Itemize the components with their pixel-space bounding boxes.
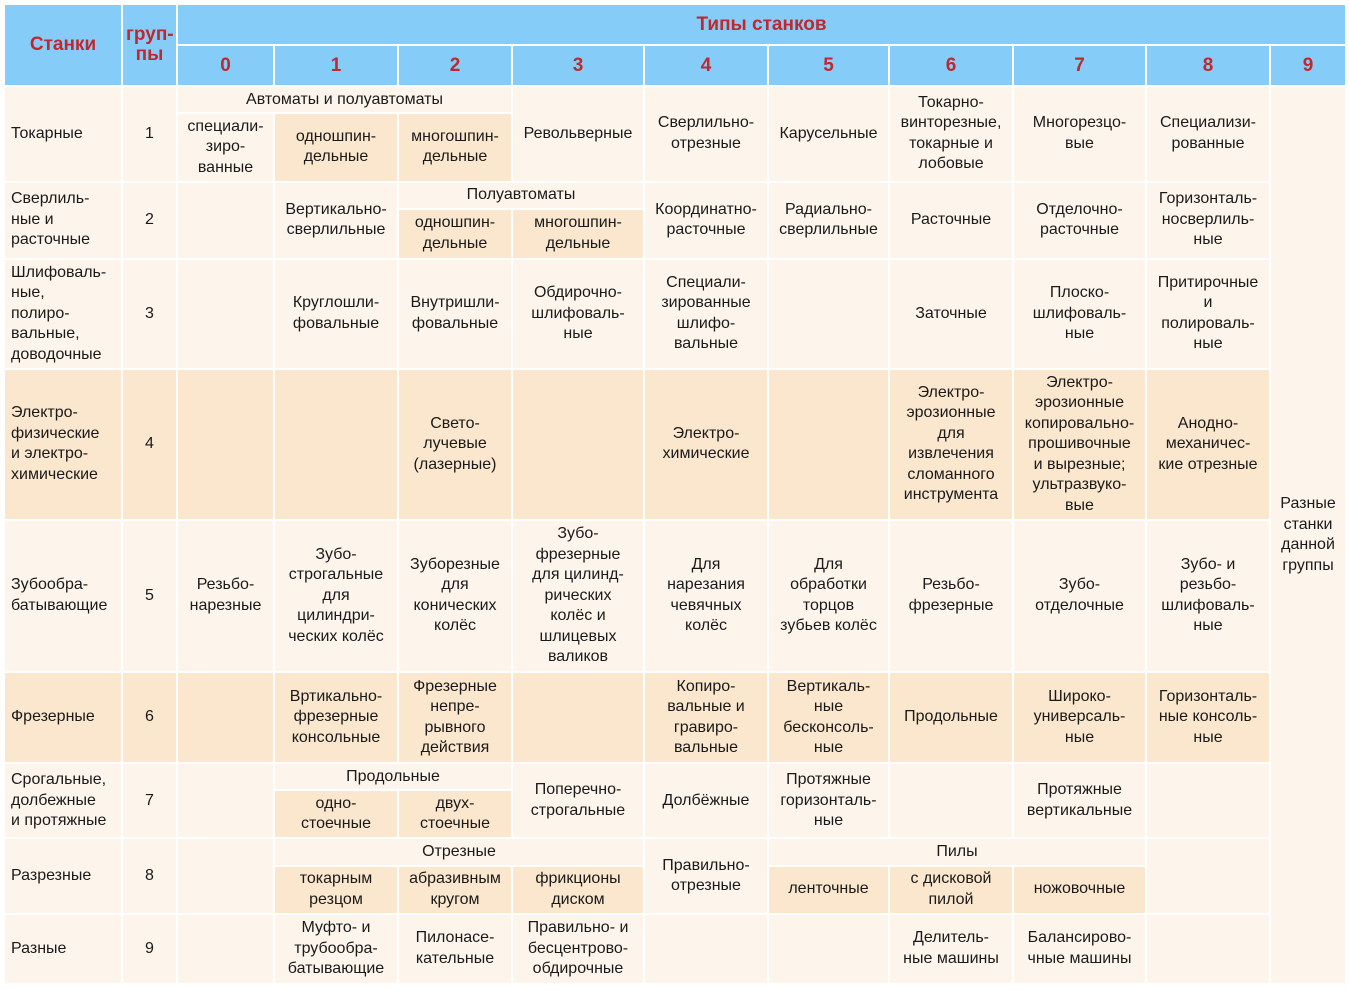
cell-r2-t2: одношпин- дельные [398, 209, 512, 259]
row-group-4: 4 [122, 369, 177, 519]
cell-r9-t6: Делитель- ные машины [889, 914, 1013, 984]
cell-r3-t3: Обдирочно- шлифоваль- ные [512, 259, 644, 369]
cell-r4-t3 [512, 369, 644, 519]
header-type-0: 0 [177, 45, 274, 86]
cell-r7-t8 [1146, 763, 1270, 838]
row-name-misc: Разные [4, 914, 122, 984]
cell-r3-t0 [177, 259, 274, 369]
row-group-2: 2 [122, 182, 177, 259]
header-type-7: 7 [1013, 45, 1146, 86]
cell-r1-t5: Карусельные [768, 86, 889, 181]
cell-r4-t1 [274, 369, 398, 519]
cell-r2-t5: Радиально- сверлильные [768, 182, 889, 259]
row-group-8: 8 [122, 838, 177, 913]
cell-r5-t2: Зуборезные для конических колёс [398, 520, 512, 672]
cell-r5-t5: Для обработки торцов зубьев колёс [768, 520, 889, 672]
cell-r6-t5: Вертикаль- ные бесконсоль- ные [768, 672, 889, 763]
subheader-longitudinal: Продольные [274, 763, 512, 790]
type9-note: Разные станки данной группы [1270, 86, 1346, 984]
cell-r7-t7: Протяжные вертикальные [1013, 763, 1146, 838]
cell-r4-t8: Анодно- механичес- кие отрезные [1146, 369, 1270, 519]
header-types-title: Типы станков [177, 4, 1346, 45]
header-type-1: 1 [274, 45, 398, 86]
row-group-1: 1 [122, 86, 177, 181]
row-name-planing: Срогальные, долбежные и протяжные [4, 763, 122, 838]
cell-r5-t4: Для нарезания чевячных колёс [644, 520, 768, 672]
cell-r8-t8 [1146, 838, 1270, 913]
cell-r2-t7: Отделочно- расточные [1013, 182, 1146, 259]
cell-r3-t7: Плоско- шлифоваль- ные [1013, 259, 1146, 369]
cell-r3-t8: Притирочные и полироваль- ные [1146, 259, 1270, 369]
row-group-3: 3 [122, 259, 177, 369]
cell-r5-t3: Зубо- фрезерные для цилинд- рических колёс и шлицевых валиков [512, 520, 644, 672]
cell-r3-t2: Внутришли- фовальные [398, 259, 512, 369]
cell-r5-t1: Зубо- строгальные для цилиндри- ческих колёс [274, 520, 398, 672]
cell-r2-t0 [177, 182, 274, 259]
header-type-4: 4 [644, 45, 768, 86]
header-type-9: 9 [1270, 45, 1346, 86]
cell-r3-t4: Специали- зированные шлифо- вальные [644, 259, 768, 369]
cell-r1-t4: Сверлильно- отрезные [644, 86, 768, 181]
cell-r7-t2: двух- стоечные [398, 790, 512, 838]
cell-r3-t1: Круглошли- фовальные [274, 259, 398, 369]
header-type-3: 3 [512, 45, 644, 86]
cell-r6-t1: Вртикально- фрезерные консольные [274, 672, 398, 763]
cell-r2-t1: Вертикально- сверлильные [274, 182, 398, 259]
row-group-5: 5 [122, 520, 177, 672]
cell-r8-t4: Правильно- отрезные [644, 838, 768, 913]
header-type-2: 2 [398, 45, 512, 86]
cell-r1-t0: специали- зиро- ванные [177, 113, 274, 181]
header-type-8: 8 [1146, 45, 1270, 86]
cell-r4-t2: Свето- лучевые (лазерные) [398, 369, 512, 519]
cell-r8-t5: ленточные [768, 866, 889, 914]
cell-r7-t3: Поперечно- строгальные [512, 763, 644, 838]
cell-r2-t4: Координатно- расточные [644, 182, 768, 259]
cell-r4-t6: Электро- эрозионные для извлечения сломанного инструмента [889, 369, 1013, 519]
subheader-saws: Пилы [768, 838, 1146, 865]
cell-r6-t6: Продольные [889, 672, 1013, 763]
subheader-semiautomata: Полуавтоматы [398, 182, 644, 209]
cell-r1-t1: одношпин- дельные [274, 113, 398, 181]
cell-r8-t0 [177, 838, 274, 913]
cell-r6-t8: Горизонталь- ные консоль- ные [1146, 672, 1270, 763]
cell-r4-t0 [177, 369, 274, 519]
cell-r2-t3: многошпин- дельные [512, 209, 644, 259]
cell-r8-t3: фрикционы диском [512, 866, 644, 914]
row-name-milling: Фрезерные [4, 672, 122, 763]
cell-r9-t4 [644, 914, 768, 984]
cell-r5-t0: Резьбо- нарезные [177, 520, 274, 672]
cell-r6-t0 [177, 672, 274, 763]
cell-r1-t6: Токарно- винторезные, токарные и лобовые [889, 86, 1013, 181]
cell-r5-t6: Резьбо- фрезерные [889, 520, 1013, 672]
cell-r2-t6: Расточные [889, 182, 1013, 259]
cell-r5-t8: Зубо- и резьбо- шлифоваль- ные [1146, 520, 1270, 672]
row-name-cutting: Разрезные [4, 838, 122, 913]
cell-r9-t8 [1146, 914, 1270, 984]
cell-r1-t7: Многорезцо- вые [1013, 86, 1146, 181]
cell-r7-t0 [177, 763, 274, 838]
cell-r1-t8: Специализи- рованные [1146, 86, 1270, 181]
row-group-6: 6 [122, 672, 177, 763]
cell-r1-t3: Револьверные [512, 86, 644, 181]
cell-r7-t6 [889, 763, 1013, 838]
cell-r9-t7: Балансирово- чные машины [1013, 914, 1146, 984]
subheader-cutting: Отрезные [274, 838, 644, 865]
row-name-grinding: Шлифоваль- ные, полиро- вальные, доводочные [4, 259, 122, 369]
cell-r4-t4: Электро- химические [644, 369, 768, 519]
header-type-6: 6 [889, 45, 1013, 86]
row-name-gear-cutting: Зубообра- батывающие [4, 520, 122, 672]
cell-r6-t7: Широко- универсаль- ные [1013, 672, 1146, 763]
subheader-automata: Автоматы и полуавтоматы [177, 86, 512, 113]
cell-r6-t3 [512, 672, 644, 763]
cell-r4-t7: Электро- эрозионные копировально- прошивочные и вырезные; ультразвуко- вые [1013, 369, 1146, 519]
cell-r6-t2: Фрезерные непре- рывного действия [398, 672, 512, 763]
cell-r8-t2: абразивным кругом [398, 866, 512, 914]
header-machines: Станки [4, 4, 122, 86]
cell-r9-t2: Пилонасе- кательные [398, 914, 512, 984]
cell-r5-t7: Зубо- отделочные [1013, 520, 1146, 672]
cell-r9-t5 [768, 914, 889, 984]
cell-r8-t7: ножовочные [1013, 866, 1146, 914]
cell-r8-t1: токарным резцом [274, 866, 398, 914]
cell-r8-t6: с дисковой пилой [889, 866, 1013, 914]
cell-r3-t6: Заточные [889, 259, 1013, 369]
cell-r7-t1: одно- стоечные [274, 790, 398, 838]
row-name-electrophysical: Электро- физические и электро- химические [4, 369, 122, 519]
cell-r4-t5 [768, 369, 889, 519]
header-group: груп- пы [122, 4, 177, 86]
cell-r9-t1: Муфто- и трубообра- батывающие [274, 914, 398, 984]
cell-r7-t4: Долбёжные [644, 763, 768, 838]
cell-r1-t2: многошпин- дельные [398, 113, 512, 181]
cell-r2-t8: Горизонталь- носверлиль- ные [1146, 182, 1270, 259]
machine-classification-table [3, 3, 1347, 985]
cell-r6-t4: Копиро- вальные и гравиро- вальные [644, 672, 768, 763]
cell-r3-t5 [768, 259, 889, 369]
row-group-9: 9 [122, 914, 177, 984]
cell-r7-t5: Протяжные горизонталь- ные [768, 763, 889, 838]
row-group-7: 7 [122, 763, 177, 838]
cell-r9-t3: Правильно- и бесцентрово- обдирочные [512, 914, 644, 984]
row-name-drilling: Сверлиль- ные и расточные [4, 182, 122, 259]
cell-r9-t0 [177, 914, 274, 984]
header-type-5: 5 [768, 45, 889, 86]
row-name-turning: Токарные [4, 86, 122, 181]
